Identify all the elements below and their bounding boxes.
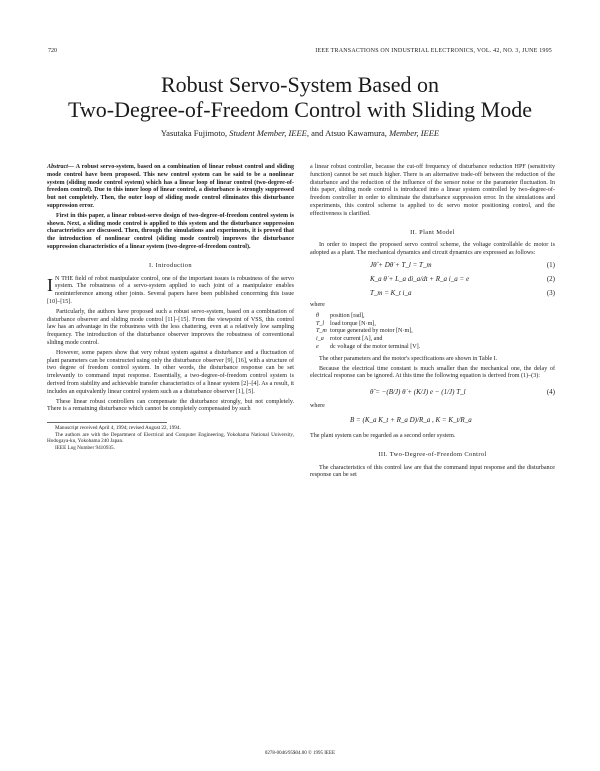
equation-4-body: θ̈ = −(B/J) θ̇ + (K/J) e − (1/J) T_l — [370, 388, 466, 397]
definition-row: T_m torque generated by motor [N·m], — [316, 328, 413, 335]
section-heading-introduction: I. Introduction — [149, 261, 192, 269]
author-and: and — [311, 128, 324, 138]
intro-paragraph-4: These linear robust controllers can compensate the disturbance strongly, but not completely. There is a remaining disturbance which cannot be completely compensated by such — [47, 398, 294, 413]
definition-row: e dc voltage of the motor terminal [V]. — [316, 343, 421, 350]
params-paragraph: The other parameters and the motor's specifications are shown in Table I. — [319, 355, 498, 362]
where-label: where — [310, 301, 325, 308]
title-line-2: Two-Degree-of-Freedom Control with Sliding Mode — [67, 97, 533, 122]
intro-paragraph-1 — [47, 276, 294, 307]
footnote — [47, 422, 294, 451]
section-heading-tdof: III. Two-Degree-of-Freedom Control — [378, 450, 487, 458]
equation-4 — [310, 383, 555, 403]
equation-2-number: (2) — [546, 274, 555, 283]
equation-3-body: T_m = K_t i_a — [370, 288, 412, 297]
drop-cap: I — [47, 274, 53, 295]
author-line — [0, 128, 600, 138]
definition-row: T_l load torque [N·m], — [316, 320, 376, 327]
paper-title — [0, 72, 600, 122]
left-column — [47, 164, 294, 451]
journal-name: IEEE TRANSACTIONS ON INDUSTRIAL ELECTRONICS, VOL. 42, NO. 3, JUNE 1995 — [315, 48, 552, 54]
author-2-role: Member, IEEE — [389, 128, 440, 138]
author-2: Atsuo Kawamura, — [325, 128, 387, 138]
equation-3 — [310, 288, 555, 302]
footnote-manuscript: Manuscript received April 4, 1994; revised August 22, 1994. — [55, 425, 181, 432]
abstract-label: Abstract— — [47, 164, 75, 170]
continued-paragraph: a linear robust controller, because the cut-off frequency of disturbance reduction HPF (sensitivity function) cannot be set much higher. There is an alternative trade-off between the reduction of the disturbance and the reduction of the influence of the sensor noise or the parameter fluctuation. In this paper, sliding mode control is introduced into a linear system controlled by two-degree-of-freedom controller in order to eliminate the disturbance suppression error. In the simulations and experiments, this control scheme is applied to dc servo motor positioning control, and the effectiveness is clarified. — [310, 164, 555, 217]
section-heading-plant-model: II. Plant Model — [410, 228, 455, 236]
footnote-log: IEEE Log Number 9410935. — [55, 444, 115, 451]
tdof-paragraph: The characteristics of this control law are that the command input response and the disturbance response can be set — [310, 464, 555, 479]
intro-paragraph-3: However, some papers show that very robust system against a disturbance and a fluctuation of plant parameters can be constructed using only the disturbance observer [9], [16], with a structure of two degree of freedom control system. In other words, the disturbance response can be set irrelevantly to command input response. Essentially, a two-degree-of-freedom control system is derived from stability and achievable transfer characteristics of a linear system [2]–[4]. As a result, it includes an equivalently linear control system such as a disturbance observer [1], [5]. — [47, 349, 294, 395]
intro-paragraph-2: Particularly, the authors have proposed such a robust servo-system, based on a combination of disturbance observer and sliding mode control [11]–[15]. From the viewpoint of VSS, this control law has an advantage in the robustness with the less chattering, even at a relatively low sampling frequency. The introduction of the disturbance observer improves the robustness of conventional sliding mode control. — [47, 308, 294, 346]
abstract-body-2: First in this paper, a linear robust-servo design of two-degree-of-freedom control system is shown. Next, a sliding mode control is applied to this system and the disturbance suppression characteristics are discussed. Then, through the simulations and experiments, it is proved that the introduction of nonlinear control (sliding mode control) improves the disturbance suppression characteristics of a linear system (two-degree-of-freedom control). — [47, 212, 294, 250]
footnote-affiliation: The authors are with the Department of Electrical and Computer Engineering, Yokohama National University, Hodogaya-ku, Yokohama 240 Japan. — [47, 431, 294, 445]
equation-1-body: Jθ̈ + Dθ̇ + T_l = T_m — [370, 260, 432, 269]
equation-3-number: (3) — [546, 288, 555, 297]
equation-2-body: K_a θ̇ + L_a di_a/dt + R_a i_a = e — [370, 274, 470, 283]
author-1-role: Student Member, IEEE, — [229, 128, 310, 138]
second-order-paragraph: The plant system can be regarded as a second order system. — [310, 432, 456, 439]
title-line-1: Robust Servo-System Based on — [160, 72, 440, 97]
definition-row: θ position [rad], — [316, 312, 365, 319]
page-number: 720 — [48, 48, 57, 54]
equation-5-body: B = (K_a K_t + R_a D)/R_a , K = K_t/R_a — [350, 415, 472, 424]
equation-1-number: (1) — [546, 260, 555, 269]
right-column — [310, 164, 555, 482]
abstract — [47, 164, 294, 252]
symbol-definitions — [316, 313, 555, 352]
definition-row: i_a rotor current [A], and — [316, 336, 383, 343]
equation-4-number: (4) — [546, 388, 555, 397]
equation-2 — [310, 274, 555, 288]
abstract-body: A robust servo-system, based on a combination of linear robust control and sliding mode control have been proposed. This new control system can be said to be a nonlinear system (sliding mode control system) which has a linear loop of linear control (two-degree-of-freedom control). Due to this inner loop of linear control, a disturbance is strongly suppressed but not completely. Then, the outer loop of sliding mode control eliminates this disturbance suppression error. — [47, 164, 294, 209]
equation-1 — [310, 260, 555, 274]
running-header — [48, 48, 552, 58]
time-constant-paragraph: Because the electrical time constant is much smaller than the mechanical one, the delay of electrical response can be ignored. At this time the following equation is derived from (1)–(3): — [310, 365, 555, 380]
copyright-line: 0278-0046/95$04.00 © 1995 IEEE — [264, 751, 336, 756]
intro-p1-text: N THE field of robot manipulator control, one of the important issues is robustness of the servo system. The robustness of a servo-system applied to each joint of a manipulator enables noninterference among other joints. Several papers have been published concerning this issue [10]–[15]. — [47, 275, 294, 305]
equation-5 — [310, 413, 555, 433]
author-1: Yasutaka Fujimoto, — [160, 128, 228, 138]
model-paragraph: In order to inspect the proposed servo control scheme, the voltage controllable dc motor is adopted as a plant. The mechanical dynamics and circuit dynamics are expressed as follows: — [310, 242, 555, 257]
where-label-2: where — [310, 403, 325, 410]
